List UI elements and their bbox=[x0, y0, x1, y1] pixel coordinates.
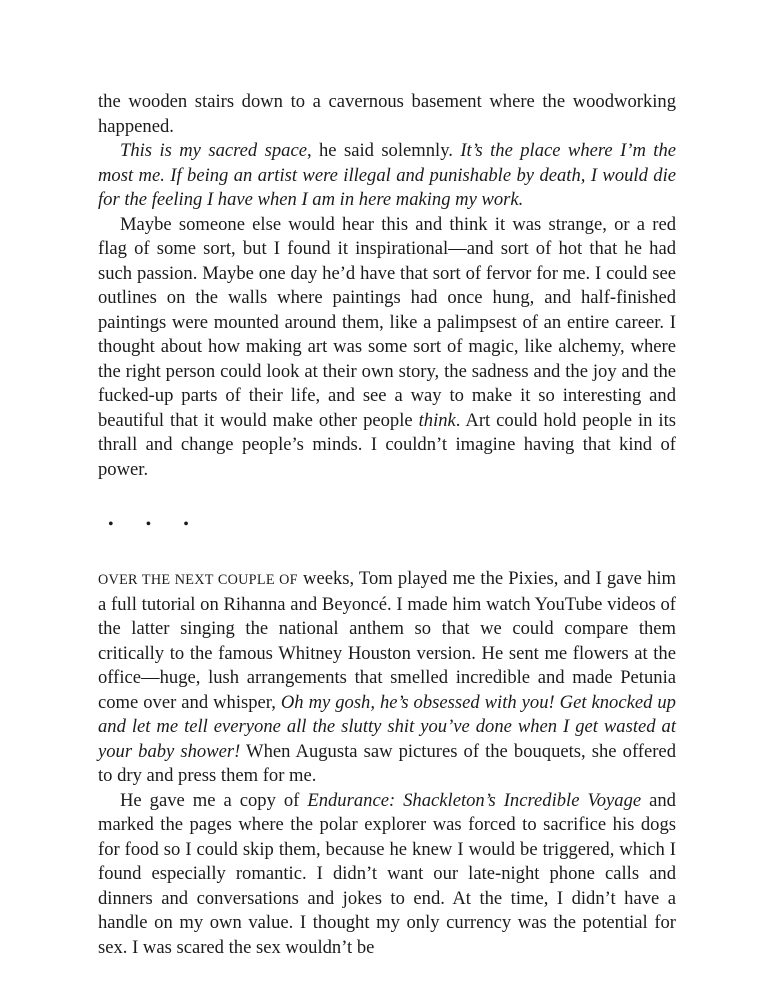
paragraph-1: the wooden stairs down to a cavernous basement where the woodworking happened. bbox=[98, 91, 676, 137]
text-run: Maybe someone else would hear this and think it was strange, or a red flag of some sort, but I found it inspirational—and sort of hot that he had such passion. Maybe one day he’d have that sort of fervor for me. I could see outlines on the walls where paintings had once hung, and half-finished paintings were mounted around them, like a palimpsest of an entire career. I thought about how making art was some sort of magic, like alchemy, where the right person could look at their own story, the sadness and the joy and the fucked-up parts of their life, and see a way to make it so interesting and beautiful that it would make other people bbox=[98, 213, 676, 431]
italic-quote: Oh my gosh, he’s obsessed with you! Get knocked up and let me tell everyone all the slutty shit you’ve done when I get wasted at your baby shower! bbox=[98, 691, 676, 762]
paragraph-2 bbox=[98, 139, 676, 213]
text-run: He gave me a copy of bbox=[120, 789, 308, 811]
italic-quote: This is my sacred space bbox=[120, 140, 307, 161]
section-separator: • • • bbox=[108, 516, 203, 533]
paragraph-3 bbox=[98, 213, 676, 483]
small-caps-lead-in: OVER THE NEXT COUPLE OF bbox=[98, 572, 298, 588]
text-run: When Augusta saw pictures of the bouquets, she offered to dry and press them for me. bbox=[98, 740, 676, 786]
book-page bbox=[98, 90, 676, 960]
book-title: Endurance: Shackleton’s Incredible Voyage bbox=[307, 789, 642, 811]
text-run: weeks, Tom played me the Pixies, and I gave him a full tutorial on Rihanna and Beyoncé. I made him watch YouTube videos of the latter singing the national anthem so that we could compare them critically to the famous Whitney Houston version. He sent me flowers at the office—huge, lush arrangements that smelled incredible and made Petunia come over and whisper, bbox=[98, 568, 676, 713]
text-run: and marked the pages where the polar explorer was forced to sacrifice his dogs for food so I could skip them, because he knew I would be triggered, which I found especially romantic. I didn’t want our late-night phone calls and dinners and conversations and jokes to end. At the time, I didn’t have a handle on my own value. I thought my only currency was the potential for sex. I was scared the sex wouldn’t be bbox=[98, 789, 676, 958]
text-run: , he said solemnly. bbox=[306, 140, 461, 161]
italic-quote: It’s the place where I’m the most me. If being an artist were illegal and punishable by death, I would die for the feeling I have when I am in here making my work. bbox=[98, 140, 677, 210]
section-spacer bbox=[98, 549, 676, 567]
text-run: . Art could hold people in its thrall and change people’s minds. I couldn’t imagine having that kind of power. bbox=[98, 409, 676, 480]
paragraph-5 bbox=[98, 789, 676, 961]
italic-word: think bbox=[418, 409, 456, 431]
paragraph-4 bbox=[98, 567, 676, 789]
section-spacer bbox=[98, 482, 676, 500]
